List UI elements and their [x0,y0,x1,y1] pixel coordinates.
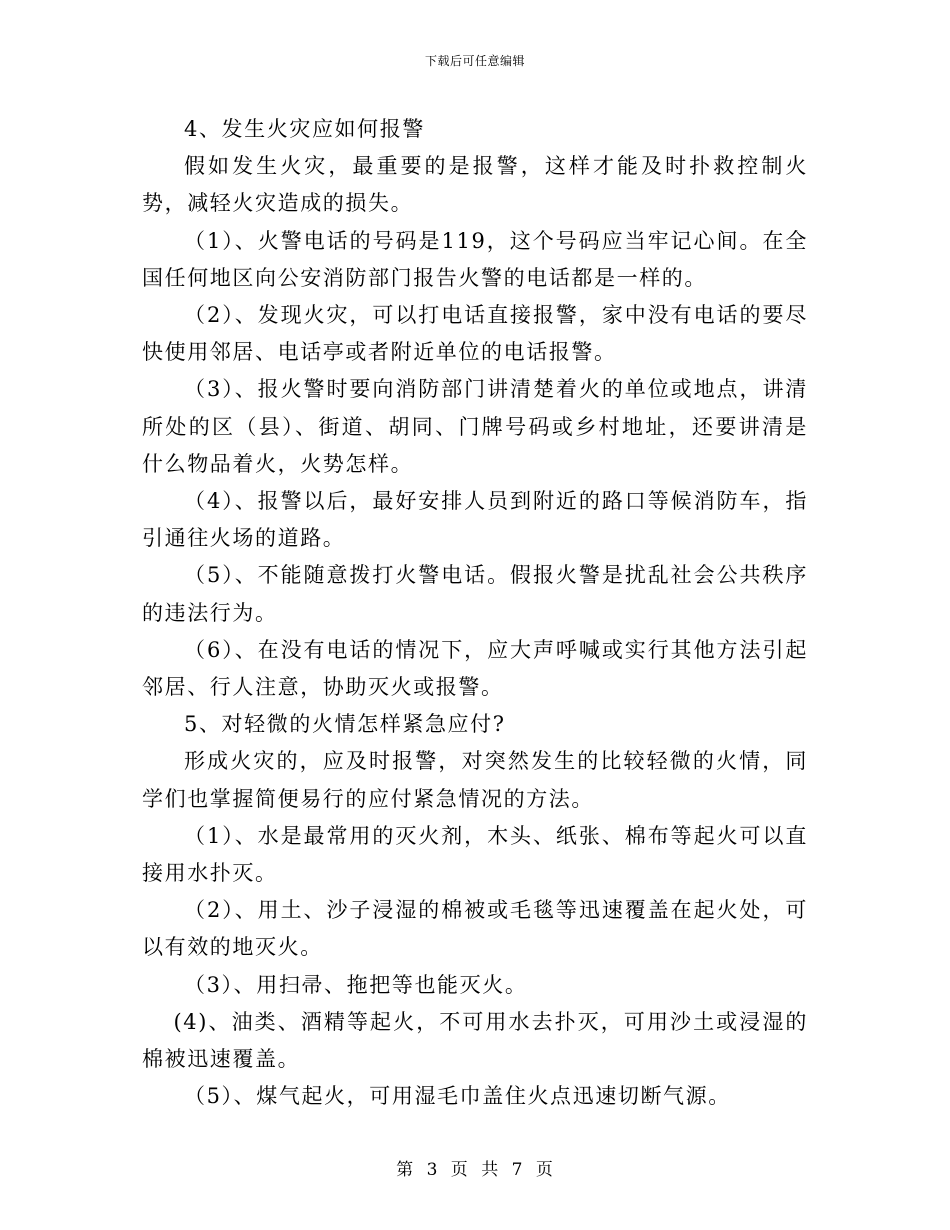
list-item: （1）、火警电话的号码是119，这个号码应当牢记心间。在全国任何地区向公安消防部门报告火警的电话都是一样的。 [142,228,808,290]
document-body [142,111,808,1115]
list-item: （4）、报警以后，最好安排人员到附近的路口等候消防车，指引通往火场的道路。 [142,489,808,551]
list-item: (4)、油类、酒精等起火，不可用水去扑灭，可用沙土或浸湿的棉被迅速覆盖。 [142,1009,808,1072]
list-item: （2）、发现火灾，可以打电话直接报警，家中没有电话的要尽快使用邻居、电话亭或者附近单位的电话报警。 [142,303,808,365]
list-item: （1）、水是最常用的灭火剂，木头、纸张、棉布等起火可以直接用水扑灭。 [142,823,808,886]
section-heading-5: 5、对轻微的火情怎样紧急应付? [184,712,506,737]
list-item: （5）、煤气起火，可用湿毛巾盖住火点迅速切断气源。 [184,1084,731,1109]
list-item: （2）、用土、沙子浸湿的棉被或毛毯等迅速覆盖在起火处，可以有效的地灭火。 [142,898,808,960]
paragraph: 形成火灾的，应及时报警，对突然发生的比较轻微的火情，同学们也掌握简便易行的应付紧急情况的方法。 [142,749,808,811]
section-heading-4: 4、发生火灾应如何报警 [184,117,425,141]
list-item: （3）、报火警时要向消防部门讲清楚着火的单位或地点，讲清所处的区（县）、街道、胡同、门牌号码或乡村地址，还要讲清是什么物品着火，火势怎样。 [142,377,808,476]
list-item: （5）、不能随意拨打火警电话。假报火警是扰乱社会公共秩序的违法行为。 [142,563,808,625]
page-header: 下载后可任意编辑 [424,54,525,68]
paragraph: 假如发生火灾，最重要的是报警，这样才能及时扑救控制火势，减轻火灾造成的损失。 [142,154,808,216]
list-item: （3）、用扫帚、拖把等也能灭火。 [184,972,528,997]
page-footer: 第 3 页 共 7 页 [396,1160,554,1180]
list-item: （6）、在没有电话的情况下，应大声呼喊或实行其他方法引起邻居、行人注意，协助灭火或报警。 [142,637,808,700]
